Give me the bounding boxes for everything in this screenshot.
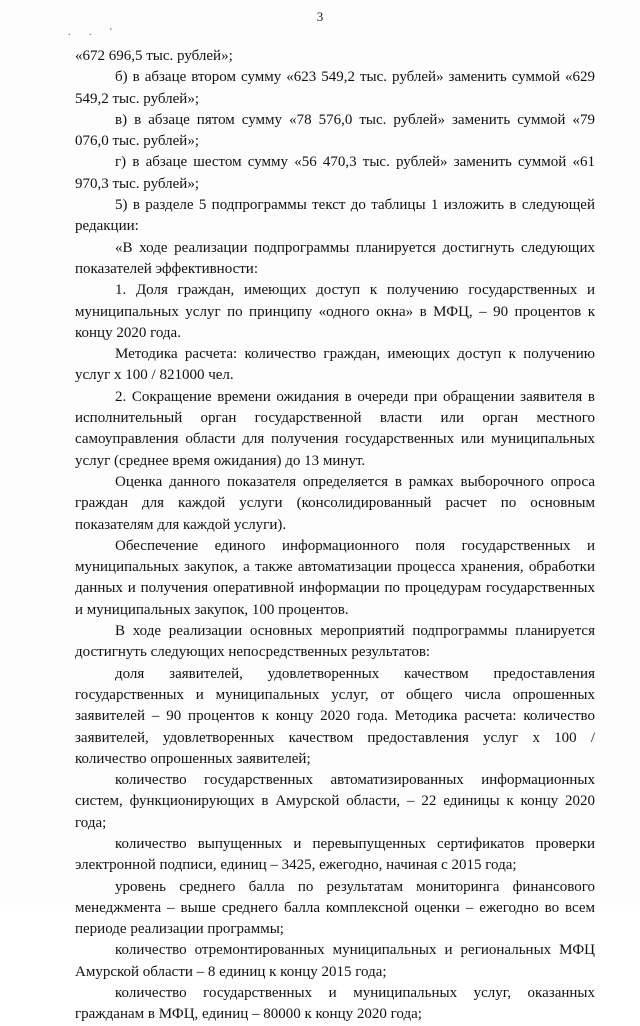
paragraph: 2. Сокращение времени ожидания в очереди при обращении заявителя в исполнительный орган государственной власти или орган местного самоуправления области для получения государственных или муниципальных услуг (среднее время ожидания) до 13 минут. <box>75 388 595 469</box>
paragraph: доля заявителей, удовлетворенных качеством предоставления государственных и муниципальных услуг, от общего числа опрошенных заявителей – 90 процентов к концу 2020 года. Методика расчета: количество заявителей, удовлетворенных качеством предоставления услуг х 100 / количество опрошенных заявителей; <box>75 665 595 767</box>
document-body <box>75 46 595 1026</box>
paragraph: Обеспечение единого информационного поля государственных и муниципальных закупок, а также автоматизации процесса хранения, обработки данных и получения оперативной информации по процедурам государственных и муниципальных закупок, 100 процентов. <box>75 537 595 618</box>
paragraph: «672 696,5 тыс. рублей»; <box>75 48 233 64</box>
paragraph: количество государственных и муниципальных услуг, оказанных гражданам в МФЦ, единиц – 80000 к концу 2020 года; <box>75 985 595 1023</box>
paragraph: Методика расчета: количество граждан, имеющих доступ к получению услуг х 100 / 821000 чел. <box>75 346 595 384</box>
paragraph: уровень среднего балла по результатам мониторинга финансового менеджмента – выше среднего балла комплексной оценки – ежегодно во всем периоде реализации программы; <box>75 878 595 938</box>
scan-mark: . . ' <box>68 27 120 38</box>
paragraph: «В ходе реализации подпрограммы планируется достигнуть следующих показателей эффективности: <box>75 239 595 277</box>
paragraph: В ходе реализации основных мероприятий подпрограммы планируется достигнуть следующих непосредственных результатов: <box>75 623 595 661</box>
paragraph: количество выпущенных и перевыпущенных сертификатов проверки электронной подписи, единиц – 3425, ежегодно, начиная с 2015 года; <box>75 835 595 874</box>
paragraph: г) в абзаце шестом сумму «56 470,3 тыс. рублей» заменить суммой «61 970,3 тыс. рублей»; <box>75 154 595 192</box>
page-number: 3 <box>316 9 324 24</box>
paragraph: б) в абзаце втором сумму «623 549,2 тыс. рублей» заменить суммой «629 549,2 тыс. рублей»; <box>75 69 595 107</box>
paragraph: 1. Доля граждан, имеющих доступ к получению государственных и муниципальных услуг по принципу «одного окна» в МФЦ, – 90 процентов к концу 2020 года. <box>75 282 595 341</box>
paragraph: 5) в разделе 5 подпрограммы текст до таблицы 1 изложить в следующей редакции: <box>75 197 595 235</box>
paragraph: количество отремонтированных муниципальных и региональных МФЦ Амурской области – 8 единиц к концу 2015 года; <box>75 942 595 980</box>
paragraph: Оценка данного показателя определяется в рамках выборочного опроса граждан для каждой услуги (консолидированный расчет по основным показателям для каждой услуги). <box>75 473 595 533</box>
paragraph: количество государственных автоматизированных информационных систем, функционирующих в Амурской области, – 22 единицы к концу 2020 года; <box>75 772 595 831</box>
paragraph: в) в абзаце пятом сумму «78 576,0 тыс. рублей» заменить суммой «79 076,0 тыс. рублей»; <box>75 111 595 150</box>
